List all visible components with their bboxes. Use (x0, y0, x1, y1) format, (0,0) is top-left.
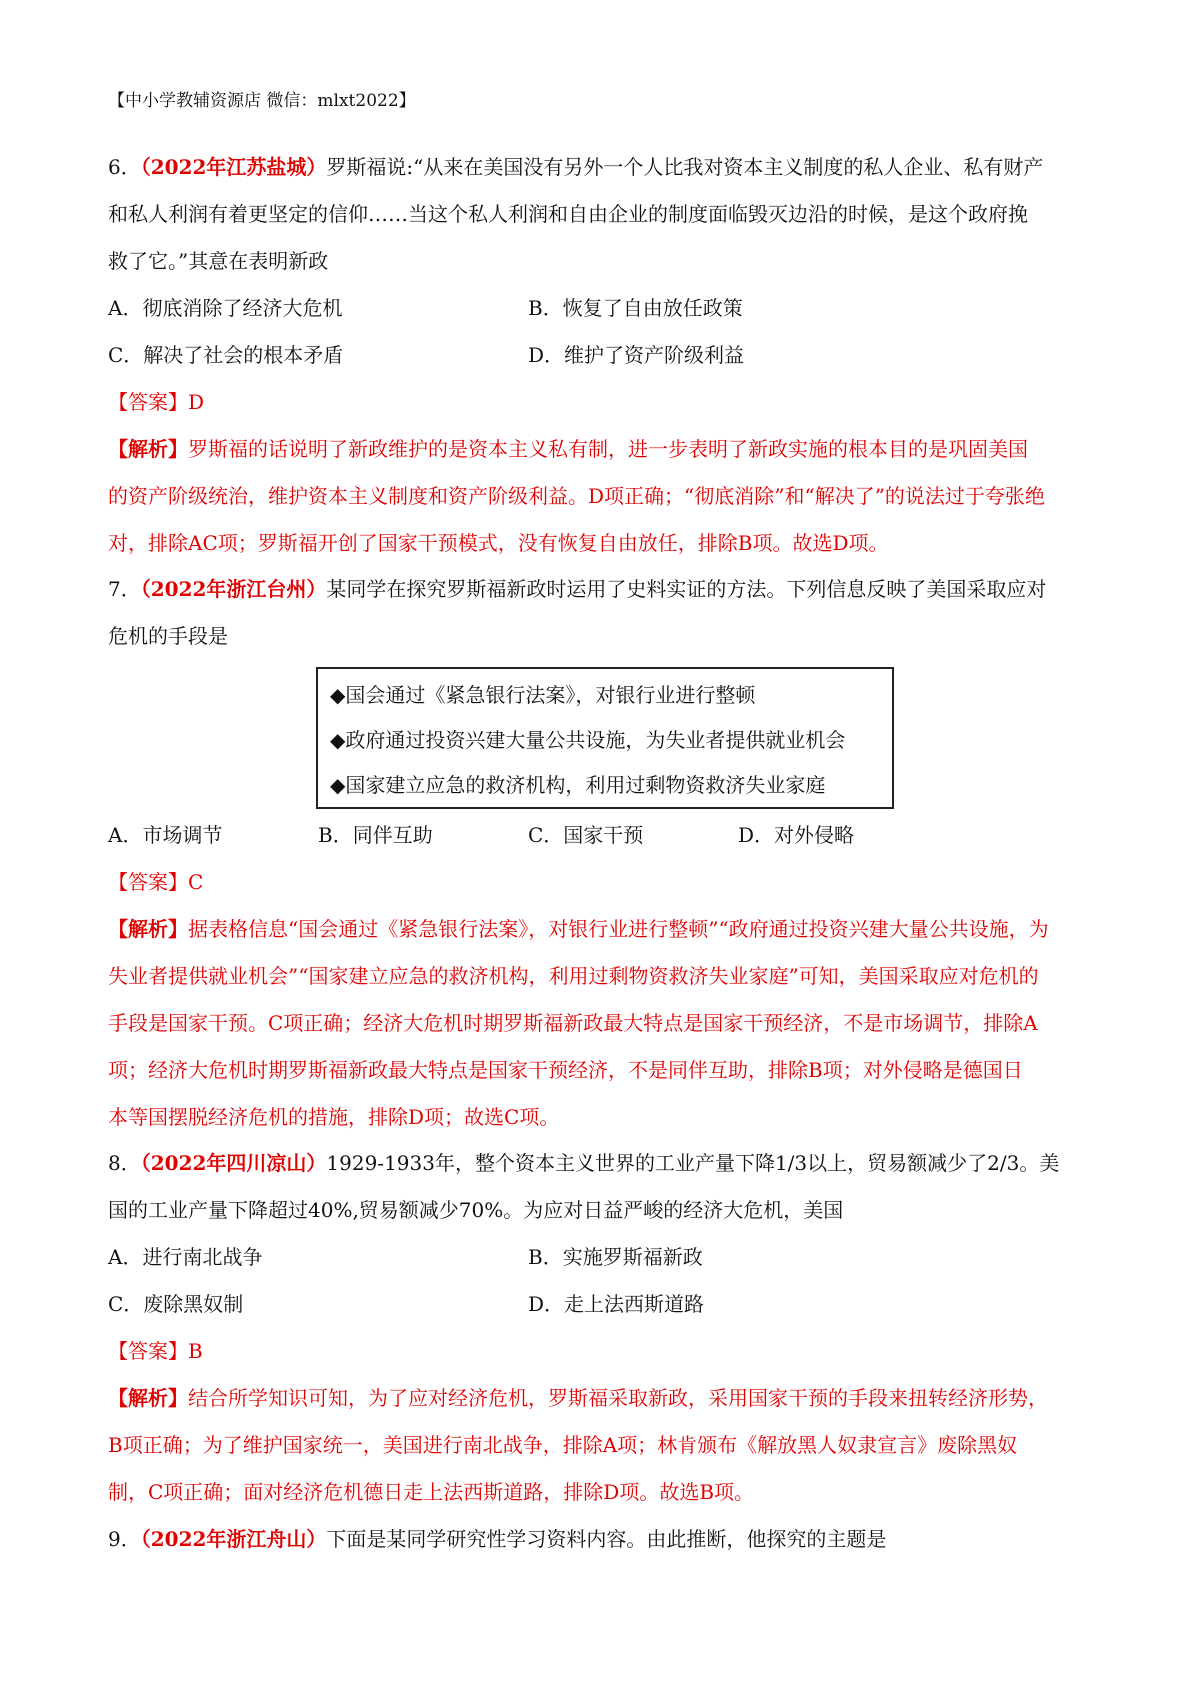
analysis-text: 本等国摆脱经济危机的措施，排除D项；故选C项。 (108, 1105, 560, 1129)
question-source: （2022年江苏盐城） (140, 155, 327, 179)
analysis-text: B项正确；为了维护国家统一，美国进行南北战争，排除A项；林肯颁布《解放黑人奴隶宣言》废除黑奴 (108, 1433, 1018, 1457)
analysis-text: 手段是国家干预。C项正确；经济大危机时期罗斯福新政最大特点是国家干预经济，不是市场调节，排除A (108, 1011, 1038, 1035)
analysis-text: 的资产阶级统治，维护资本主义制度和资产阶级利益。D项正确；“彻底消除”和“解决了”的说法过于夸张绝 (108, 484, 1045, 508)
option-a: A．进行南北战争 (108, 1245, 263, 1269)
option-d: D．对外侵略 (738, 823, 855, 847)
analysis-text: 项；经济大危机时期罗斯福新政最大特点是国家干预经济，不是同伴互助，排除B项；对外侵略是德国日 (108, 1058, 1023, 1082)
stem-text: 和私人利润有着更坚定的信仰……当这个私人利润和自由企业的制度面临毁灭边沿的时候，是这个政府挽 (108, 202, 1028, 226)
stem-text: 1929-1933年，整个资本主义世界的工业产量下降1/3以上，贸易额减少了2/3。美 (326, 1151, 1060, 1175)
option-row (108, 812, 1100, 859)
question-number: 7． (108, 577, 141, 601)
stem-text: 救了它。”其意在表明新政 (108, 249, 329, 273)
info-item: ◆国家建立应急的救济机构，利用过剩物资救济失业家庭 (330, 773, 826, 797)
analysis-line (108, 1375, 1100, 1422)
question-number: 8． (108, 1151, 141, 1175)
option-d: D．走上法西斯道路 (528, 1292, 705, 1316)
question-stem (108, 1516, 1100, 1563)
question-source: （2022年浙江舟山） (140, 1527, 327, 1551)
option-b: B．实施罗斯福新政 (528, 1245, 703, 1269)
question-8 (108, 1140, 1100, 1516)
question-number: 6． (108, 155, 141, 179)
option-b: B．同伴互助 (318, 823, 433, 847)
option-c: C．国家干预 (528, 823, 644, 847)
analysis-text: 据表格信息“国会通过《紧急银行法案》，对银行业进行整顿”“政府通过投资兴建大量公共设施，为 (188, 917, 1049, 941)
option-a: A．市场调节 (108, 823, 223, 847)
analysis-text: 制，C项正确；面对经济危机德日走上法西斯道路，排除D项。故选B项。 (108, 1480, 755, 1504)
option-row (108, 285, 1100, 332)
analysis-label: 【解析】 (108, 437, 188, 461)
option-row (108, 1281, 1100, 1328)
analysis-text: 失业者提供就业机会”“国家建立应急的救济机构，利用过剩物资救济失业家庭”可知，美国采取应对危机的 (108, 964, 1039, 988)
analysis-label: 【解析】 (108, 1386, 188, 1410)
stem-text: 某同学在探究罗斯福新政时运用了史料实证的方法。下列信息反映了美国采取应对 (326, 577, 1047, 601)
option-a: A．彻底消除了经济大危机 (108, 296, 343, 320)
option-c: C．解决了社会的根本矛盾 (108, 343, 344, 367)
question-stem (108, 1140, 1100, 1187)
page-header: 【中小学教辅资源店 微信：mlxt2022】 (108, 91, 416, 111)
question-7-rest (108, 812, 1100, 1141)
stem-text: 下面是某同学研究性学习资料内容。由此推断，他探究的主题是 (326, 1527, 887, 1551)
analysis-line (108, 426, 1100, 473)
question-9 (108, 1516, 1100, 1563)
analysis-text: 对，排除AC项；罗斯福开创了国家干预模式，没有恢复自由放任，排除B项。故选D项。 (108, 531, 889, 555)
question-7 (108, 566, 1100, 660)
info-box (316, 667, 894, 809)
info-item: ◆国会通过《紧急银行法案》，对银行业进行整顿 (330, 683, 756, 707)
answer: 【答案】D (108, 390, 205, 414)
info-item: ◆政府通过投资兴建大量公共设施，为失业者提供就业机会 (330, 728, 846, 752)
stem-text: 罗斯福说:“从来在美国没有另外一个人比我对资本主义制度的私人企业、私有财产 (326, 155, 1044, 179)
stem-text: 国的工业产量下降超过40%,贸易额减少70%。为应对日益严峻的经济大危机，美国 (108, 1198, 844, 1222)
analysis-label: 【解析】 (108, 917, 188, 941)
stem-text: 危机的手段是 (108, 624, 228, 648)
question-6 (108, 144, 1100, 567)
analysis-text: 结合所学知识可知，为了应对经济危机，罗斯福采取新政，采用国家干预的手段来扭转经济形势， (188, 1386, 1048, 1410)
question-source: （2022年四川凉山） (140, 1151, 327, 1175)
option-c: C．废除黑奴制 (108, 1292, 244, 1316)
analysis-line (108, 906, 1100, 953)
answer: 【答案】C (108, 870, 204, 894)
option-row (108, 1234, 1100, 1281)
analysis-text: 罗斯福的话说明了新政维护的是资本主义私有制，进一步表明了新政实施的根本目的是巩固美国 (188, 437, 1028, 461)
question-source: （2022年浙江台州） (140, 577, 327, 601)
option-row (108, 332, 1100, 379)
question-number: 9． (108, 1527, 141, 1551)
question-stem (108, 566, 1100, 613)
option-b: B．恢复了自由放任政策 (528, 296, 743, 320)
answer: 【答案】B (108, 1339, 203, 1363)
option-d: D．维护了资产阶级利益 (528, 343, 745, 367)
question-stem (108, 144, 1100, 191)
